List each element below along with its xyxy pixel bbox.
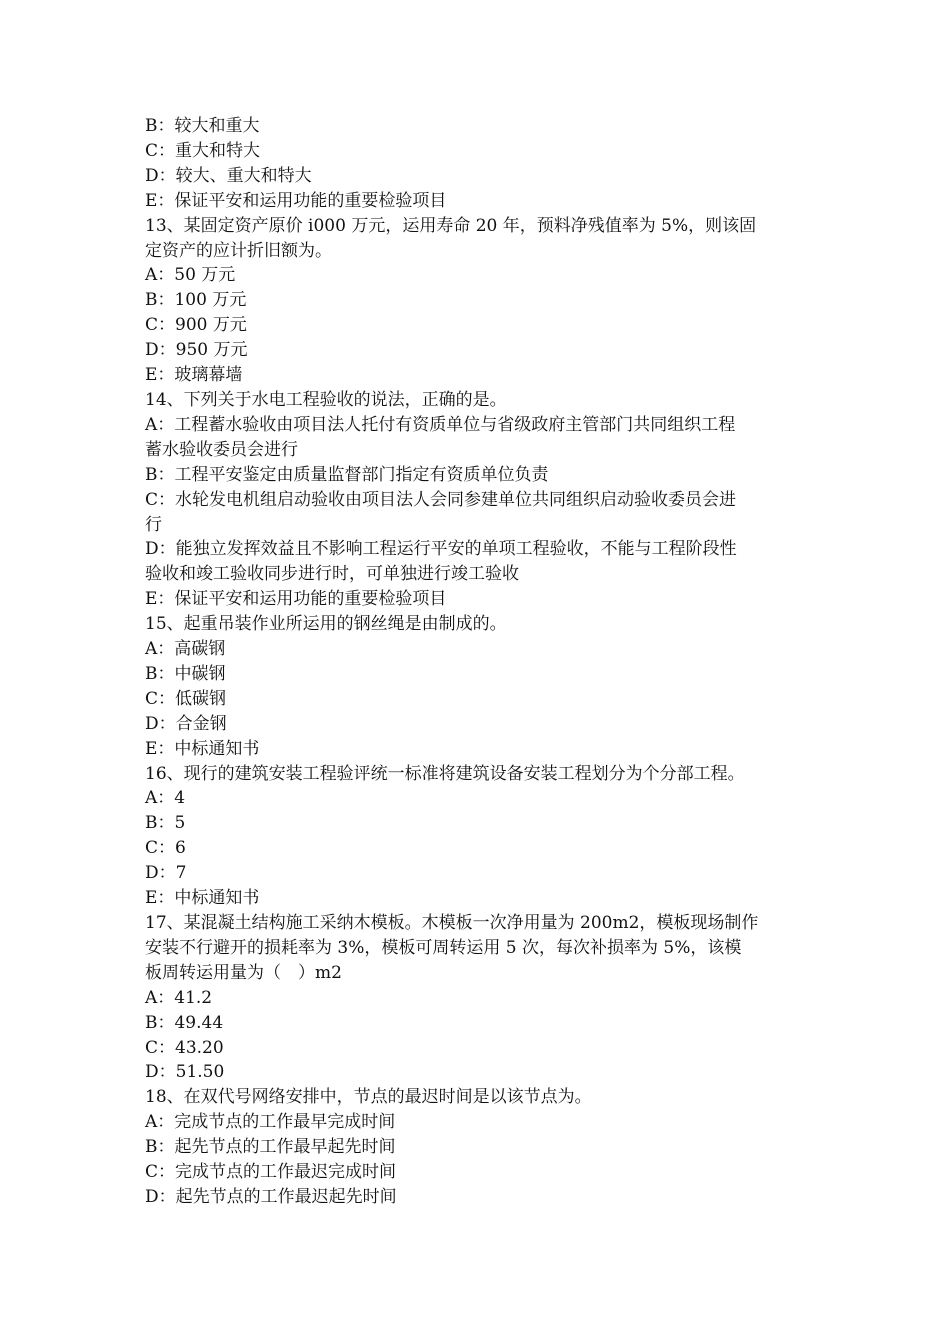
answer-option: C：43.20 [145,1037,224,1058]
question-text [145,214,810,264]
answer-option: E：保证平安和运用功能的重要检验项目 [145,190,447,211]
question-line: 板周转运用量为（ ）m2 [145,962,342,983]
question-text [145,537,810,587]
answer-option: D：7 [145,863,187,884]
question-line: A：工程蓄水验收由项目法人托付有资质单位与省级政府主管部门共同组织工程 [145,414,736,435]
answer-option: B：中碳钢 [145,663,226,684]
document-body [145,114,810,1210]
answer-option: C：6 [145,838,186,859]
question-line: 蓄水验收委员会进行 [145,439,298,460]
question-text [145,1085,810,1110]
question-line: 17、某混凝土结构施工采纳木模板。木模板一次净用量为 200m2，模板现场制作 [145,913,759,933]
question-text [145,911,810,986]
question-text [145,762,810,787]
answer-option: A：50 万元 [145,265,236,286]
question-line: 14、下列关于水电工程验收的说法，正确的是。 [145,389,507,410]
answer-option: E：玻璃幕墙 [145,365,243,386]
question-text [145,612,810,637]
answer-option: B：起先节点的工作最早起先时间 [145,1137,396,1158]
answer-option: A：完成节点的工作最早完成时间 [145,1112,396,1133]
question-text [145,388,810,413]
answer-option: B：较大和重大 [145,116,260,136]
question-line: 16、现行的建筑安装工程验评统一标准将建筑设备安装工程划分为个分部工程。 [145,763,745,784]
question-line: 行 [145,514,162,535]
question-line: 定资产的应计折旧额为。 [145,240,332,261]
answer-option: D：950 万元 [145,340,248,361]
answer-option: A：高碳钢 [145,639,226,660]
question-line: C：水轮发电机组启动验收由项目法人会同参建单位共同组织启动验收委员会进 [145,489,737,510]
answer-option: C：900 万元 [145,315,247,336]
question-line: 安装不行避开的损耗率为 3%，模板可周转运用 5 次，每次补损率为 5%，该模 [145,937,742,958]
answer-option: C：完成节点的工作最迟完成时间 [145,1162,397,1183]
question-line: 18、在双代号网络安排中，节点的最迟时间是以该节点为。 [145,1087,592,1108]
question-line: 验收和竣工验收同步进行时，可单独进行竣工验收 [145,564,519,585]
question-text [145,488,810,538]
answer-option: E：中标通知书 [145,888,260,909]
answer-option: A：41.2 [145,987,213,1008]
question-text [145,413,810,463]
answer-option: C：重大和特大 [145,140,261,161]
question-line: D：能独立发挥效益且不影响工程运行平安的单项工程验收，不能与工程阶段性 [145,539,737,560]
question-line: 15、起重吊装作业所运用的钢丝绳是由制成的。 [145,614,507,635]
answer-option: B：5 [145,813,186,834]
answer-option: D：起先节点的工作最迟起先时间 [145,1186,397,1207]
answer-option: B：100 万元 [145,290,247,311]
question-line: 13、某固定资产原价 i000 万元，运用寿命 20 年，预料净残值率为 5%，则该固 [145,215,757,236]
document-page [145,114,810,1210]
answer-option: B：工程平安鉴定由质量监督部门指定有资质单位负责 [145,464,549,485]
answer-option: A：4 [145,788,186,809]
answer-option: D：51.50 [145,1062,225,1083]
answer-option: B：49.44 [145,1012,224,1033]
answer-option: E：中标通知书 [145,738,260,759]
answer-option: D：较大、重大和特大 [145,165,312,186]
answer-option: C：低碳钢 [145,688,227,709]
answer-option: E：保证平安和运用功能的重要检验项目 [145,589,447,610]
answer-option: D：合金钢 [145,713,227,734]
